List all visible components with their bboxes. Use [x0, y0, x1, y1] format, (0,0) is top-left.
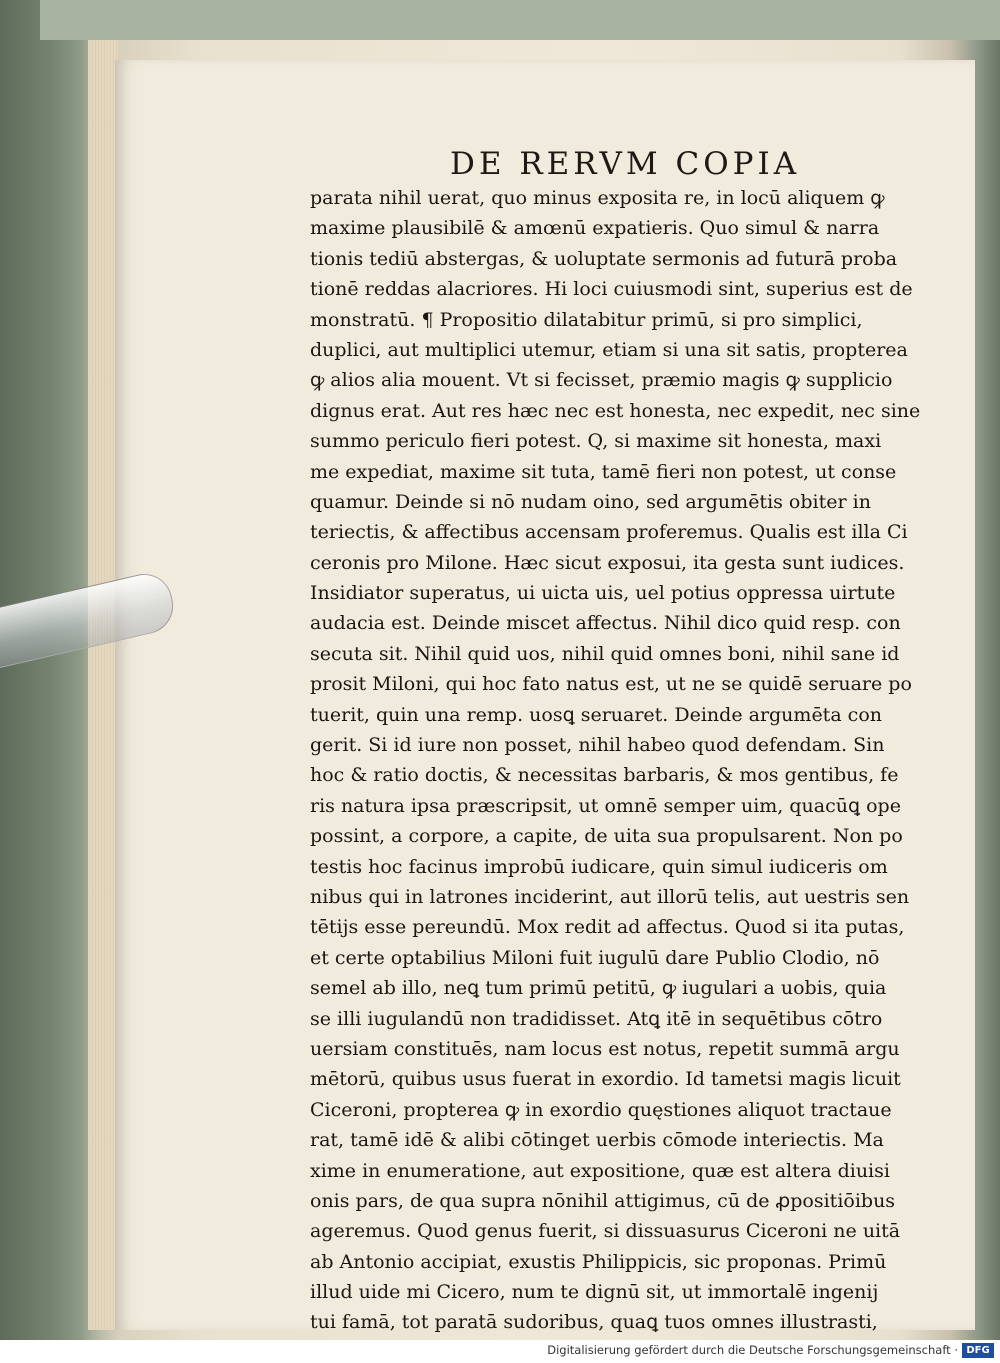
text-line: Ciceroni, propterea ꝙ in exordio quęstiones aliquot tractaue [310, 1098, 892, 1121]
text-line: rat, tamē idē & alibi cōtinget uerbis cōmode interiectis. Ma [310, 1129, 884, 1152]
text-line: semel ab illo, neꝗ tum primū petitū, ꝙ iugulari a uobis, quia [310, 977, 887, 1000]
text-line: prosit Miloni, qui hoc fato natus est, ut ne se quidē seruare po [310, 673, 912, 696]
text-line: audacia est. Deinde miscet affectus. Nihil dico quid resp. con [310, 612, 901, 635]
text-line: monstratū. ¶ Propositio dilatabitur primū, si pro simplici, [310, 308, 863, 331]
text-line: nibus qui in latrones inciderint, aut illorū telis, aut uestris sen [310, 885, 910, 908]
text-line: ris natura ipsa præscripsit, ut omnē semper uim, quacūꝗ ope [310, 794, 901, 817]
text-line: gerit. Si id iure non posset, nihil habeo quod defendam. Sin [310, 734, 885, 757]
page-edges [88, 40, 118, 1330]
text-line: hoc & ratio doctis, & necessitas barbaris, & mos gentibus, fe [310, 764, 899, 787]
text-line: uersiam constituēs, nam locus est notus, repetit summā argu [310, 1037, 900, 1060]
text-line: maxime plausibilē & amœnū expatieris. Quo simul & narra [310, 217, 880, 240]
text-line: tionis tediū abstergas, & uoluptate sermonis ad futurā proba [310, 247, 898, 270]
running-head: DE RERVM COPIA [450, 146, 801, 182]
text-block [310, 183, 950, 1338]
text-line: ceronis pro Milone. Hæc sicut exposui, ita gesta sunt iudices. [310, 551, 905, 574]
text-line: parata nihil uerat, quo minus exposita re, in locū aliquem ꝙ [310, 187, 885, 209]
book-cover-edge [40, 0, 1000, 40]
funding-note: Digitalisierung gefördert durch die Deutsche Forschungsgemeinschaft · [547, 1343, 958, 1357]
text-line: ꝙ alios alia mouent. Vt si fecisset, præmio magis ꝙ supplicio [310, 369, 893, 392]
text-line: mētorū, quibus usus fuerat in exordio. Id tametsi magis licuit [310, 1068, 901, 1091]
text-line: xime in enumeratione, aut expositione, quæ est altera diuisi [310, 1159, 890, 1182]
dfg-logo-icon: DFG [962, 1343, 994, 1358]
text-line: secuta sit. Nihil quid uos, nihil quid omnes boni, nihil sane id [310, 642, 900, 665]
text-line: ab Antonio accipiat, exustis Philippicis, sic proponas. Primū [310, 1250, 887, 1273]
text-line: et certe optabilius Miloni fuit iugulū dare Publio Clodio, nō [310, 946, 880, 969]
text-line: quamur. Deinde si nō nudam oino, sed argumētis obiter in [310, 490, 871, 513]
text-line: ageremus. Quod genus fuerit, si dissuasurus Ciceroni ne uitā [310, 1220, 901, 1243]
text-line: Insidiator superatus, ui uicta uis, uel potius oppressa uirtute [310, 582, 896, 605]
text-line: tui famā, tot paratā sudoribus, quaꝗ tuos omnes illustrasti, [310, 1311, 878, 1334]
text-line: teriectis, & affectibus accensam proferemus. Qualis est illa Ci [310, 521, 908, 544]
text-line: tētijs esse pereundū. Mox redit ad affectus. Quod si ita putas, [310, 916, 905, 939]
text-line: duplici, aut multiplici utemur, etiam si una sit satis, propterea [310, 338, 908, 361]
text-line: onis pars, de qua supra nōnihil attigimus, cū de ꝓpositiōibus [310, 1189, 896, 1212]
text-line: tionē reddas alacriores. Hi loci cuiusmodi sint, superius est de [310, 278, 913, 301]
text-line: tuerit, quin una remp. uosꝗ seruaret. Deinde argumēta con [310, 703, 883, 726]
text-line: summo periculo fieri potest. Q, si maxime sit honesta, maxi [310, 430, 882, 453]
footer-bar [0, 1340, 1000, 1363]
text-line: me expediat, maxime sit tuta, tamē fieri non potest, ut conse [310, 460, 897, 483]
text-line: se illi iugulandū non tradidisset. Atꝗ itē in sequētibus cōtro [310, 1007, 883, 1030]
text-line: illud uide mi Cicero, num te dignū sit, ut immortalē ingenij [310, 1281, 879, 1304]
text-line: possint, a corpore, a capite, de uita sua propulsarent. Non po [310, 825, 903, 848]
text-line: testis hoc facinus improbū iudicare, quin simul iudiceris om [310, 855, 888, 878]
text-line: dignus erat. Aut res hæc nec est honesta, nec expedit, nec sine [310, 399, 921, 422]
